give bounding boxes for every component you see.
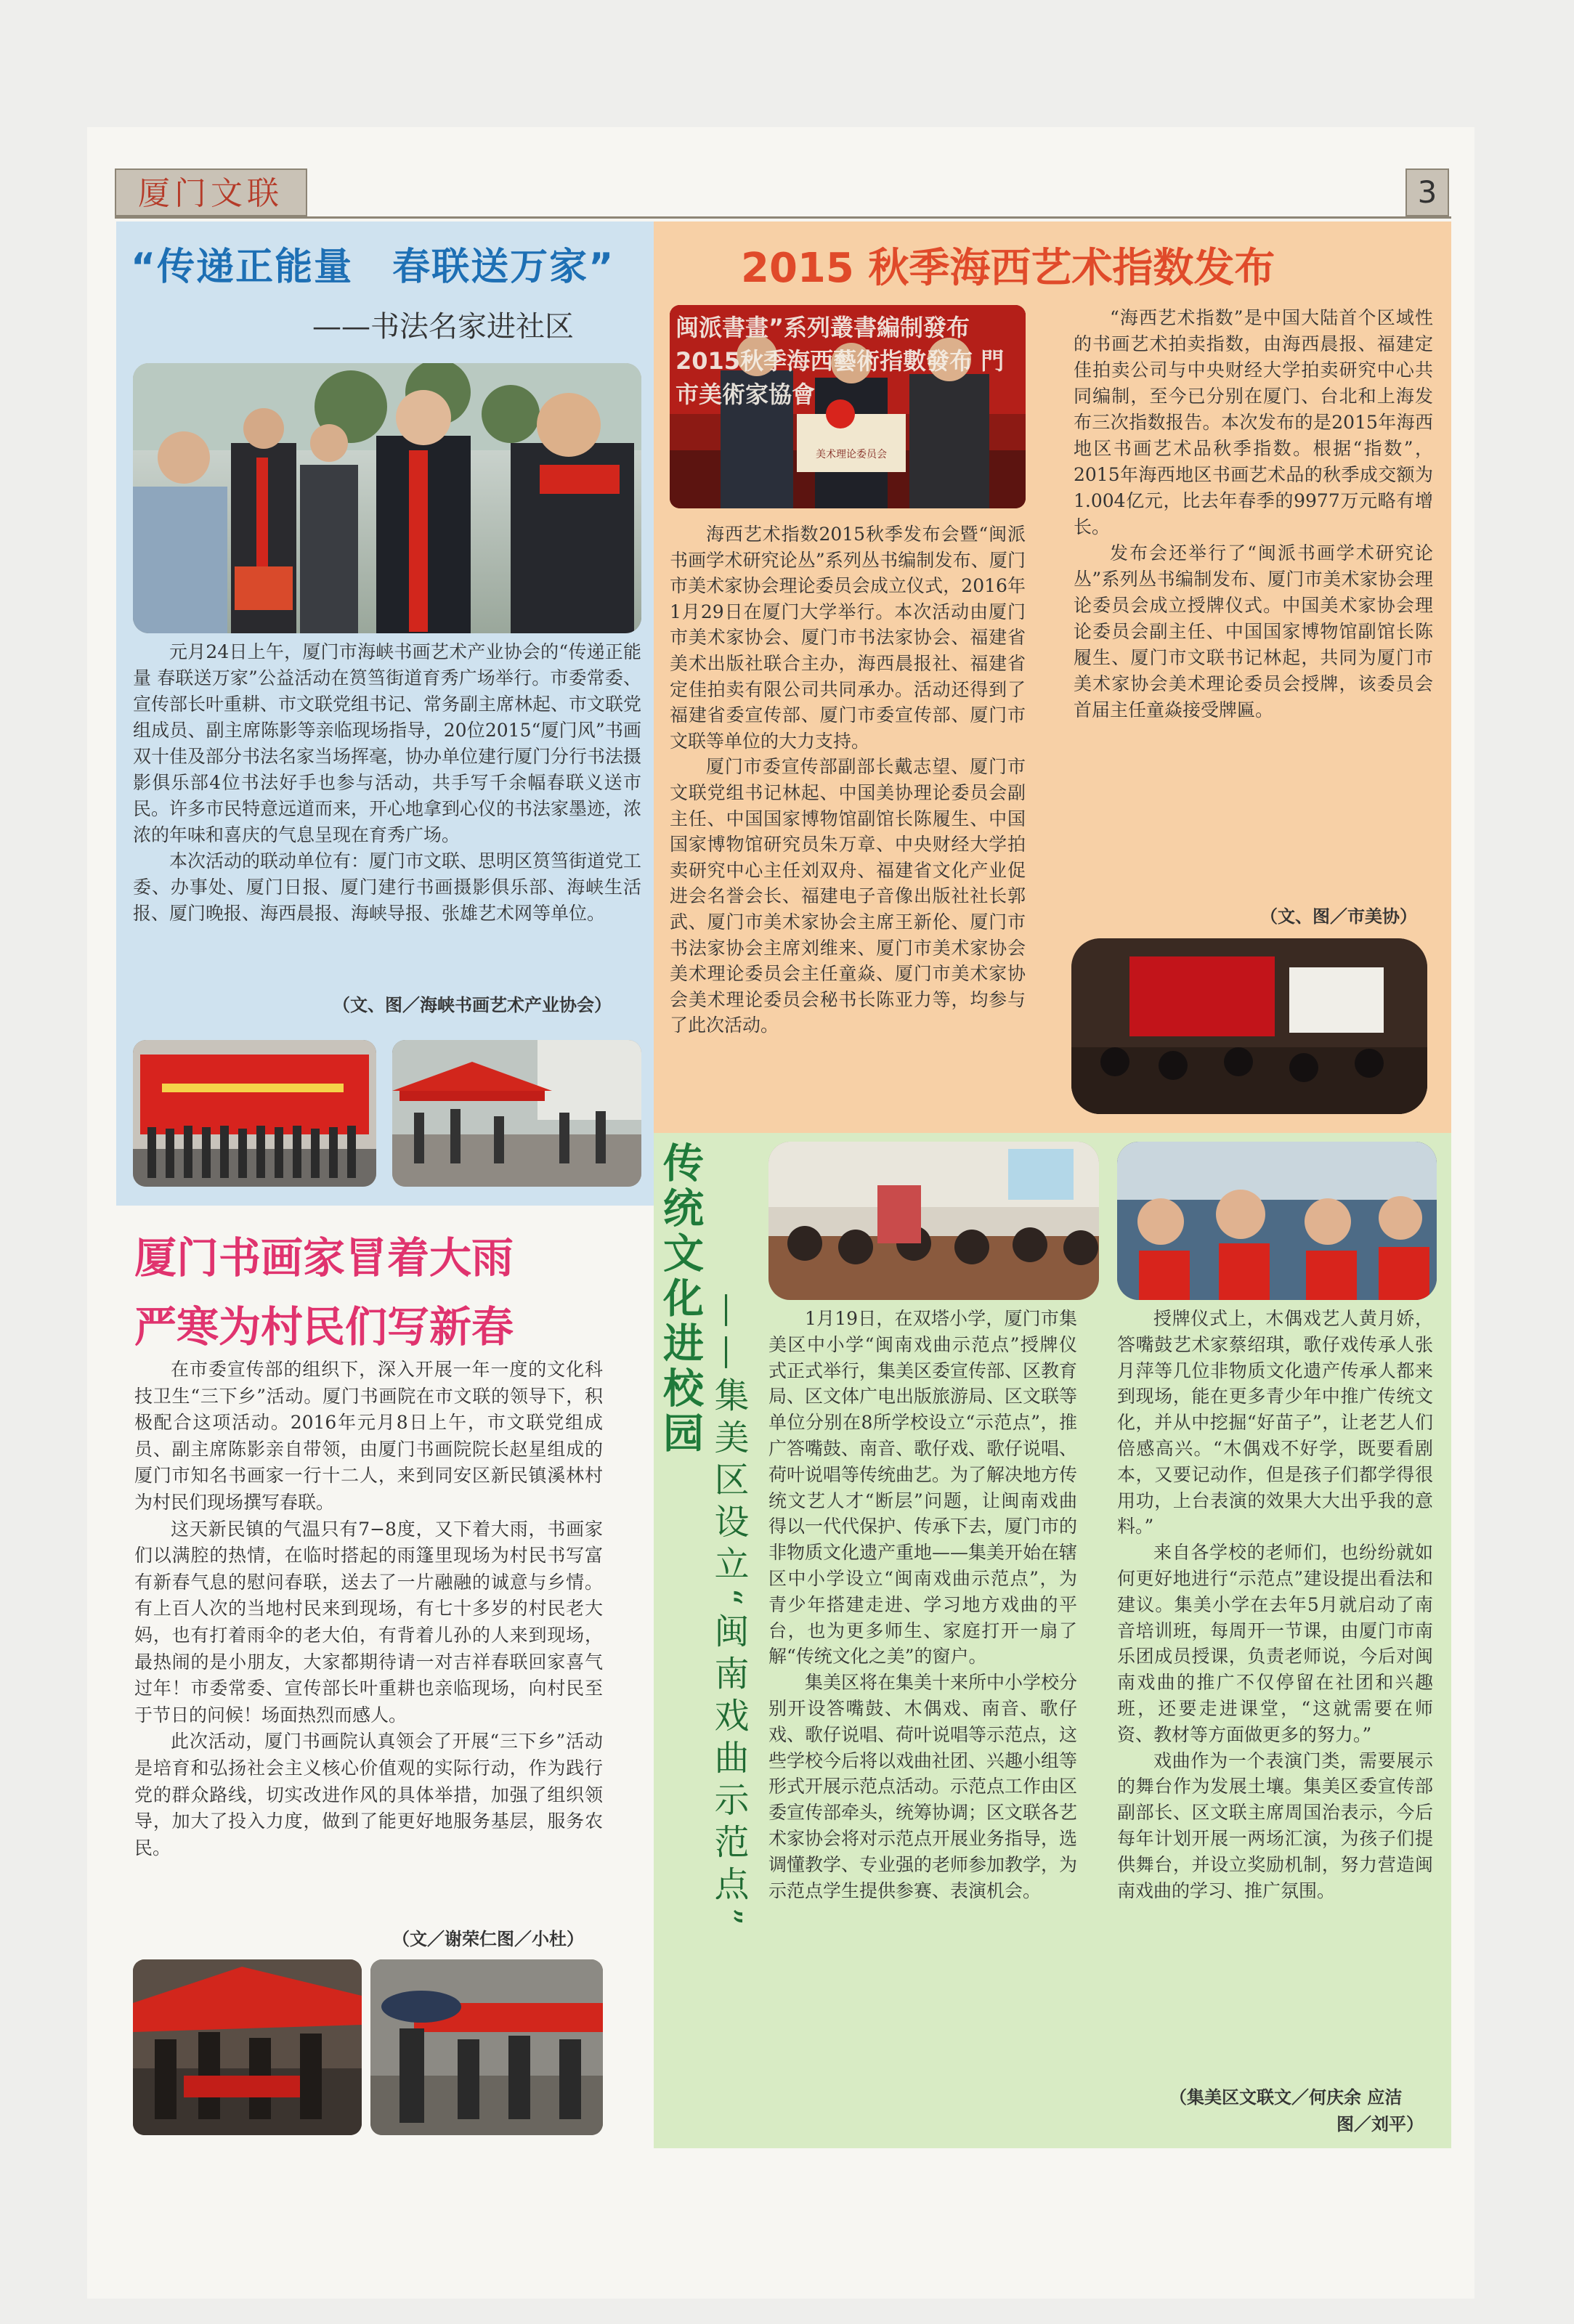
article2-paragraph: “海西艺术指数”是中国大陆首个区域性的书画艺术拍卖指数，由海西晨报、福建定佳拍卖公司与中央财经大学拍卖研究中心共同编制，至今已分别在厦门、台北和上海发布三次指数报告。本次发布的是2015年海西地区书画艺术品秋季指数。根据“指数”，2015年海西地区书画艺术品的秋季成交额为1.004亿元，比去年春季的9977万元略有增长。 — [1074, 307, 1433, 537]
article3-photo-writing — [133, 1959, 362, 2135]
article4-photo-students — [1117, 1142, 1437, 1300]
article2-col1 — [670, 521, 1026, 1039]
article2-photo-banner-text: 闽派書畫”系列叢書編制發布 2015秋季海西藝術指數發布 門市美術家協會 — [676, 314, 1005, 408]
article2-credit: （文、图／市美协） — [1260, 906, 1417, 927]
article1-main-photo — [133, 363, 641, 633]
article4-photo-classroom — [768, 1142, 1099, 1300]
article3-paragraph: 这天新民镇的气温只有7−8度，又下着大雨，书画家们以满腔的热情，在临时搭起的雨篷里现场为村民书写富有新春气息的慰问春联，送去了一片融融的诚意与乡情。有上百人次的当地村民来到现场，有七十多岁的村民老大妈，也有打着雨伞的老大伯，有背着儿孙的人来到现场，最热闹的是小朋友，大家都期待请一对吉祥春联回家喜气过年！市委常委、宣传部长叶重耕也亲临现场，向村民至于节日的问候！场面热烈而感人。 — [134, 1518, 603, 1726]
page-number: 3 — [1405, 168, 1449, 216]
article4-paragraph: 授牌仪式上，木偶戏艺人黄月娇，答嘴鼓艺术家蔡绍琪，歌仔戏传承人张月萍等几位非物质文化遗产传承人都来到现场，能在更多青少年中推广传统文化，并从中挖掘“好苗子”，让老艺人们倍感高兴。“木偶戏不好学，既要看剧本，又要记动作，但是孩子们都学得很用功，上台表演的效果大大出乎我的意料。” — [1117, 1308, 1433, 1537]
article3-credit: （文／谢荣仁图／小杜） — [392, 1929, 584, 1949]
article2-paragraph: 厦门市委宣传部副部长戴志望、厦门市文联党组书记林起、中国美协理论委员会副主任、中国国家博物馆副馆长陈履生、中国国家博物馆研究员朱万章、中央财经大学拍卖研究中心主任刘双舟、福建省文化产业促进会名誉会长、福建电子音像出版社社长郭武、厦门市美术家协会主席王新伦、厦门市书法家协会主席刘维来、厦门市美术家协会美术理论委员会主任童焱、厦门市美术家协会美术理论委员会秘书长陈亚力等，均参与了此次活动。 — [670, 756, 1026, 1036]
article3-paragraph: 此次活动，厦门书画院认真领会了开展“三下乡”活动是培育和弘扬社会主义核心价值观的实际行动，作为践行党的群众路线，切实改进作风的具体举措，加强了组织领导，加大了投入力度，做到了能更好地服务基层，服务农民。 — [134, 1731, 603, 1858]
article3-title-line2: 严寒为村民们写新春 — [134, 1302, 514, 1352]
article3-photo-rain — [370, 1959, 603, 2135]
article2-col2 — [1074, 305, 1433, 723]
article4-paragraph: 来自各学校的老师们，也纷纷就如何更好地进行“示范点”建设提出看法和建议。集美小学在去年5月就启动了南音培训班，每周开一节课，由厦门市南乐团成员授课，负责老师说，今后对闽南戏曲的推广不仅停留在社团和兴趣班，还要走进课堂，“这就需要在师资、教材等方面做更多的努力。” — [1117, 1542, 1433, 1745]
article3-paragraph: 在市委宣传部的组织下，深入开展一年一度的文化科技卫生“三下乡”活动。厦门书画院在市文联的领导下，积极配合这项活动。2016年元月8日上午，市文联党组成员、副主席陈影亲自带领，由厦门书画院院长赵星组成的厦门市知名书画家一行十二人，来到同安区新民镇溪林村为村民们现场撰写春联。 — [134, 1359, 603, 1513]
article2-paragraph: 发布会还举行了“闽派书画学术研究论丛”系列丛书编制发布、厦门市美术家协会理论委员会成立授牌仪式。中国美术家协会理论委员会副主任、中国国家博物馆副馆长陈履生、厦门市文联书记林起，共同为厦门市美术家协会美术理论委员会授牌，该委员会首届主任童焱接受牌匾。 — [1074, 543, 1433, 720]
article3-body — [134, 1357, 603, 1861]
masthead-logo: 厦门文联 — [115, 168, 307, 216]
article2-photo-venue — [1071, 938, 1427, 1114]
article4-paragraph: 1月19日，在双塔小学，厦门市集美区中小学“闽南戏曲示范点”授牌仪式正式举行，集美区委宣传部、区教育局、区文体广电出版旅游局、区文联等单位分别在8所学校设立“示范点”，推广答嘴鼓、南音、歌仔戏、歌仔说唱、荷叶说唱等传统曲艺。为了解决地方传统文艺人才“断层”问题，让闽南戏曲得以一代代保护、传承下去，厦门市的非物质文化遗产重地——集美开始在辖区中小学设立“闽南戏曲示范点”，为青少年搭建走进、学习地方戏曲的平台，也为更多师生、家庭打开一扇了解“传统文化之美”的窗户。 — [768, 1308, 1078, 1667]
article4-title: 传统文化进校园 — [657, 1142, 704, 1457]
article4-paragraph: 戏曲作为一个表演门类，需要展示的舞台作为发展土壤。集美区委宣传部副部长、区文联主席周国治表示，今后每年计划开展一两场汇演，为孩子们提供舞台，并设立奖励机制，努力营造闽南戏曲的学习、推广氛围。 — [1117, 1750, 1433, 1901]
article1-photo-tents — [392, 1040, 641, 1187]
article3-title-line1: 厦门书画家冒着大雨 — [134, 1233, 514, 1283]
article4-paragraph: 集美区将在集美十来所中小学校分别开设答嘴鼓、木偶戏、南音、歌仔戏、歌仔说唱、荷叶说唱等示范点，这些学校今后将以戏曲社团、兴趣小组等形式开展示范点活动。示范点工作由区委宣传部牵头，统筹协调；区文联各艺术家协会将对示范点开展业务指导，选调懂教学、专业强的老师参加教学，为示范点学生提供参赛、表演机会。 — [768, 1672, 1078, 1901]
article1-body — [133, 639, 641, 927]
article1-credit: （文、图／海峡书画艺术产业协会） — [333, 995, 612, 1015]
article4-subtitle: ——集美区设立“闽南戏曲示范点” — [708, 1293, 749, 1933]
article4-credit-line2: 图／刘平） — [1336, 2114, 1424, 2134]
header-rule — [115, 216, 1451, 219]
article1-subtitle: ——书法名家进社区 — [312, 310, 574, 344]
article4-col1 — [768, 1306, 1077, 1904]
article4-credit-line1: （集美区文联文／何庆余 应洁 — [1169, 2087, 1403, 2108]
article4-col2 — [1117, 1306, 1433, 1904]
article1-title: “传递正能量 春联送万家” — [131, 245, 615, 289]
article1-paragraph: 本次活动的联动单位有：厦门市文联、思明区筼筜街道党工委、办事处、厦门日报、厦门建行书画摄影俱乐部、海峡生活报、厦门晚报、海西晨报、海峡导报、张雄艺术网等单位。 — [133, 850, 642, 924]
article1-photo-banner-group — [133, 1040, 376, 1187]
article2-title: 2015 秋季海西艺术指数发布 — [741, 245, 1275, 292]
article1-paragraph: 元月24日上午，厦门市海峡书画艺术产业协会的“传递正能量 春联送万家”公益活动在筼筜街道育秀广场举行。市委常委、宣传部长叶重耕、市文联党组书记、常务副主席林起、市文联党组成员、副主席陈影等亲临现场指导，20位2015“厦门风”书画双十佳及部分书法名家当场挥毫，协办单位建行厦门分行书法摄影俱乐部4位书法好手也参与活动，共手写千余幅春联义送市民。许多市民特意远道而来，开心地拿到心仪的书法家墨迹，浓浓的年味和喜庆的气息呈现在育秀广场。 — [133, 641, 642, 845]
article2-photo-ceremony — [670, 305, 1026, 508]
article2-paragraph: 海西艺术指数2015秋季发布会暨“闽派书画学术研究论丛”系列丛书编制发布、厦门市美术家协会理论委员会成立仪式，2016年1月29日在厦门大学举行。本次活动由厦门市美术家协会、厦门市书法家协会、福建省美术出版社联合主办，海西晨报社、福建省定佳拍卖有限公司共同承办。活动还得到了福建省委宣传部、厦门市委宣传部、厦门市文联等单位的大力支持。 — [670, 524, 1026, 752]
article2-photo-plaque-text: 美术理论委员会 — [816, 449, 887, 460]
